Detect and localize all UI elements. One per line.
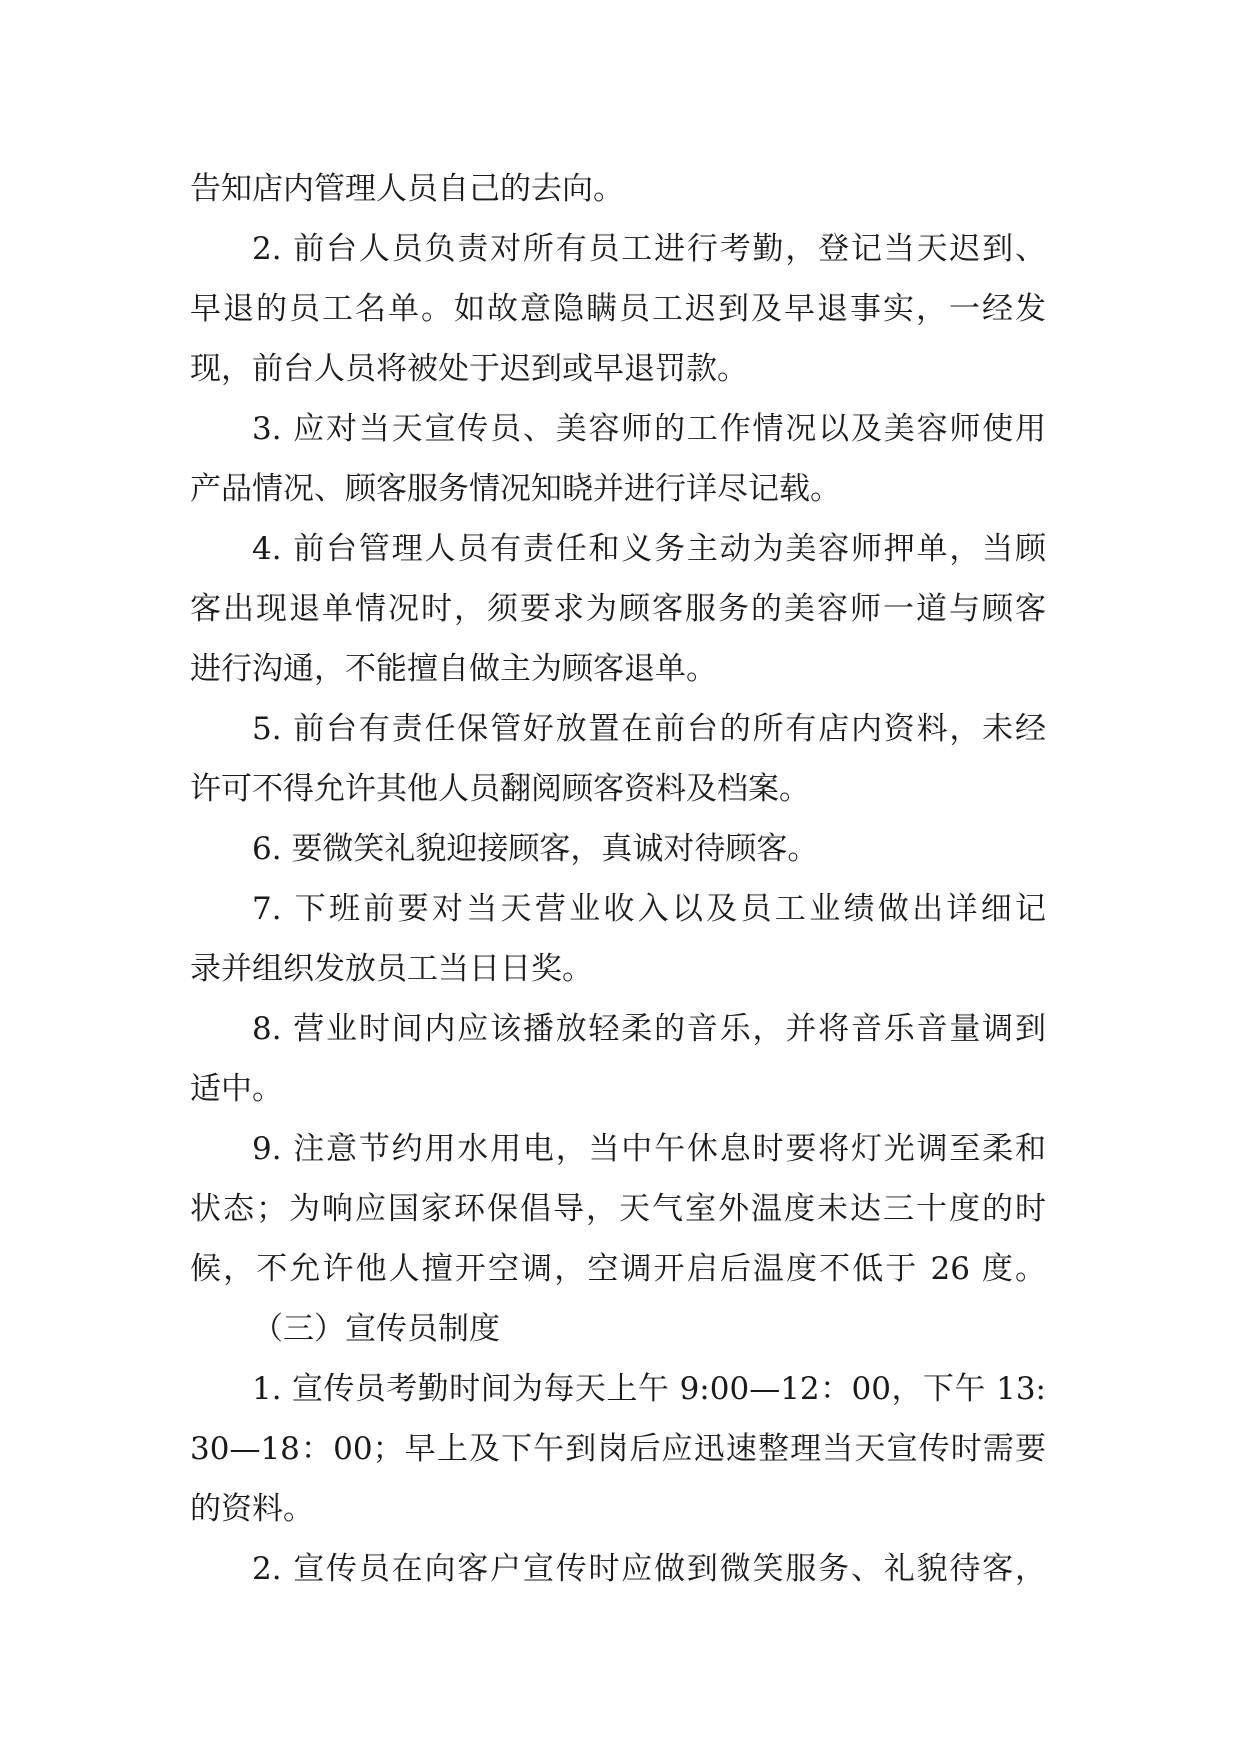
text-line: 30—18：00；早上及下午到岗后应迅速整理当天宣传时需要 (190, 1431, 1046, 1467)
text-line: 进行沟通，不能擅自做主为顾客退单。 (190, 651, 717, 687)
text-line: 6. 要微笑礼貌迎接顾客，真诚对待顾客。 (252, 831, 819, 867)
text-line: 产品情况、顾客服务情况知晓并进行详尽记载。 (190, 471, 841, 507)
text-line: 现，前台人员将被处于迟到或早退罚款。 (190, 351, 748, 387)
text-line: 2. 宣传员在向客户宣传时应做到微笑服务、礼貌待客， (252, 1551, 1046, 1587)
text-line: 的资料。 (190, 1491, 314, 1527)
text-line: 7. 下班前要对当天营业收入以及员工业绩做出详细记 (252, 891, 1046, 927)
text-line: 客出现退单情况时，须要求为顾客服务的美容师一道与顾客 (190, 591, 1046, 627)
text-line: 3. 应对当天宣传员、美容师的工作情况以及美容师使用 (252, 411, 1046, 447)
text-line: 9. 注意节约用水用电，当中午休息时要将灯光调至柔和 (252, 1131, 1046, 1167)
document-body (190, 159, 1046, 1599)
text-line: 适中。 (190, 1071, 283, 1107)
text-line: 状态；为响应国家环保倡导，天气室外温度未达三十度的时 (190, 1191, 1046, 1227)
text-line: 4. 前台管理人员有责任和义务主动为美容师押单，当顾 (252, 531, 1046, 567)
text-line: 1. 宣传员考勤时间为每天上午 9:00—12：00，下午 13: (252, 1371, 1046, 1407)
text-line: 早退的员工名单。如故意隐瞒员工迟到及早退事实，一经发 (190, 291, 1046, 327)
text-line: 2. 前台人员负责对所有员工进行考勤，登记当天迟到、 (252, 231, 1046, 267)
text-line: 告知店内管理人员自己的去向。 (190, 171, 624, 207)
text-line: （三）宣传员制度 (252, 1311, 500, 1347)
text-line: 候，不允许他人擅开空调，空调开启后温度不低于 26 度。 (190, 1251, 1046, 1287)
text-line: 录并组织发放员工当日日奖。 (190, 951, 593, 987)
text-line: 8. 营业时间内应该播放轻柔的音乐，并将音乐音量调到 (252, 1011, 1046, 1047)
text-line: 5. 前台有责任保管好放置在前台的所有店内资料，未经 (252, 711, 1046, 747)
text-line: 许可不得允许其他人员翻阅顾客资料及档案。 (190, 771, 810, 807)
